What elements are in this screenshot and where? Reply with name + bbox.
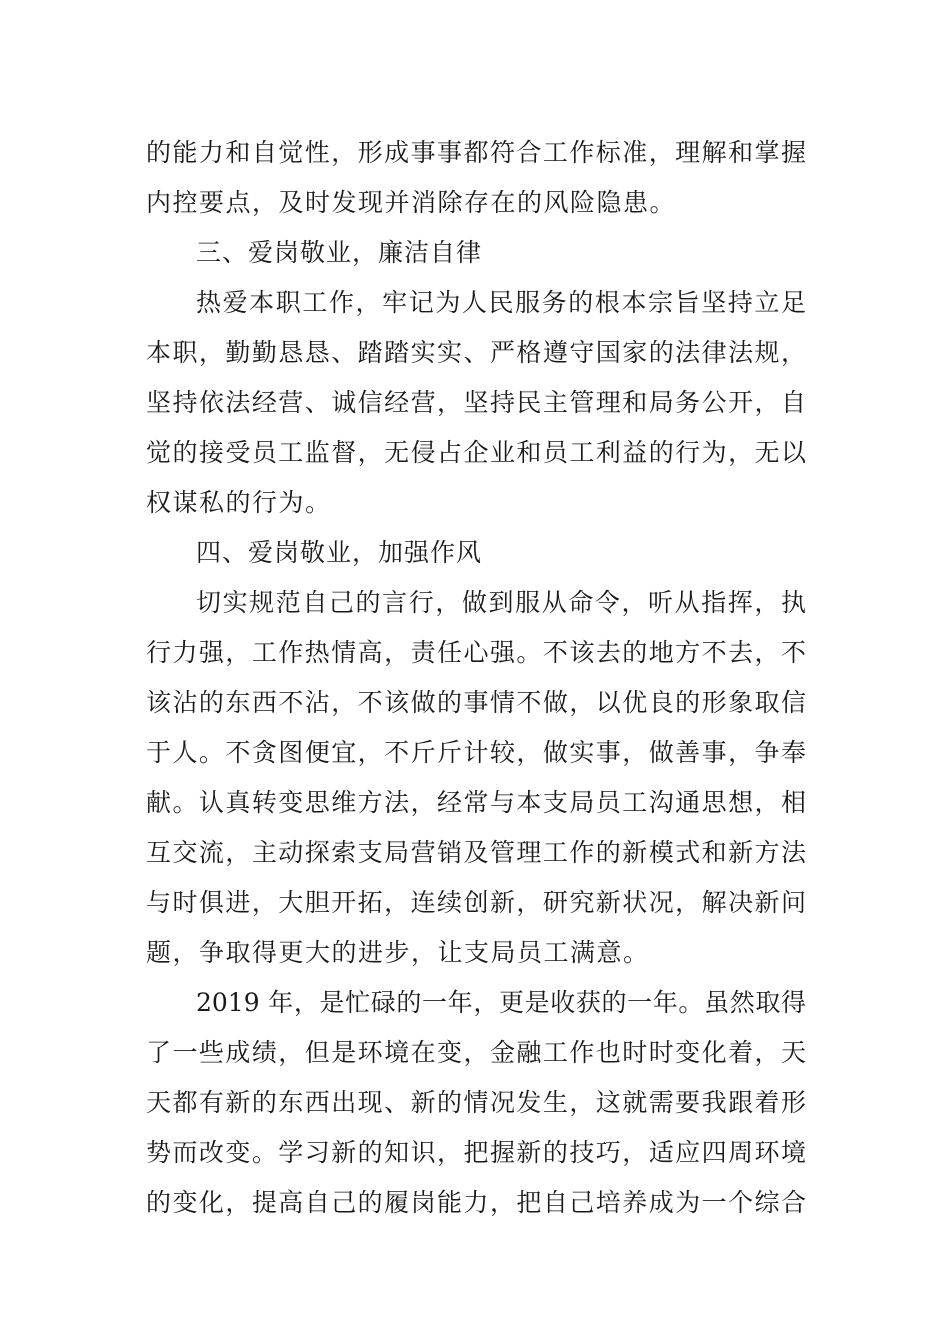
paragraph-line: 该沾的东西不沾，不该做的事情不做，以优良的形象取信 [146,688,806,717]
paragraph-line: 互交流，主动探索支局营销及管理工作的新模式和新方法 [146,838,806,867]
paragraph-line: 的能力和自觉性，形成事事都符合工作标准，理解和掌握 [146,138,806,167]
paragraph-line: 势而改变。学习新的知识，把握新的技巧，适应四周环境 [146,1138,806,1167]
paragraph-line: 本职，勤勤恳恳、踏踏实实、严格遵守国家的法律法规， [146,338,806,367]
paragraph-line: 了一些成绩，但是环境在变，金融工作也时时变化着，天 [146,1038,806,1067]
paragraph-line: 与时俱进，大胆开拓，连续创新，研究新状况，解决新问 [146,888,806,917]
paragraph-line: 的变化，提高自己的履岗能力，把自己培养成为一个综合 [146,1188,806,1217]
paragraph-line: 2019 年，是忙碌的一年，更是收获的一年。虽然取得 [196,988,806,1017]
paragraph-line: 坚持依法经营、诚信经营，坚持民主管理和局务公开，自 [146,388,806,417]
paragraph-line: 天都有新的东西出现、新的情况发生，这就需要我跟着形 [146,1088,806,1117]
paragraph-line: 切实规范自己的言行，做到服从命令，听从指挥，执 [196,588,806,617]
paragraph-line: 内控要点，及时发现并消除存在的风险隐患。 [146,188,677,217]
paragraph-line: 行力强，工作热情高，责任心强。不该去的地方不去，不 [146,638,806,667]
paragraph-line: 觉的接受员工监督，无侵占企业和员工利益的行为，无以 [146,438,806,467]
paragraph-line: 于人。不贪图便宜，不斤斤计较，做实事，做善事，争奉 [146,738,806,767]
section-heading: 三、爱岗敬业，廉洁自律 [196,238,483,267]
section-heading: 四、爱岗敬业，加强作风 [196,538,483,567]
paragraph-line: 权谋私的行为。 [146,488,332,517]
paragraph-line: 献。认真转变思维方法，经常与本支局员工沟通思想，相 [146,788,806,817]
paragraph-line: 热爱本职工作，牢记为人民服务的根本宗旨坚持立足 [196,288,806,317]
paragraph-line: 题，争取得更大的进步，让支局员工满意。 [146,938,650,967]
